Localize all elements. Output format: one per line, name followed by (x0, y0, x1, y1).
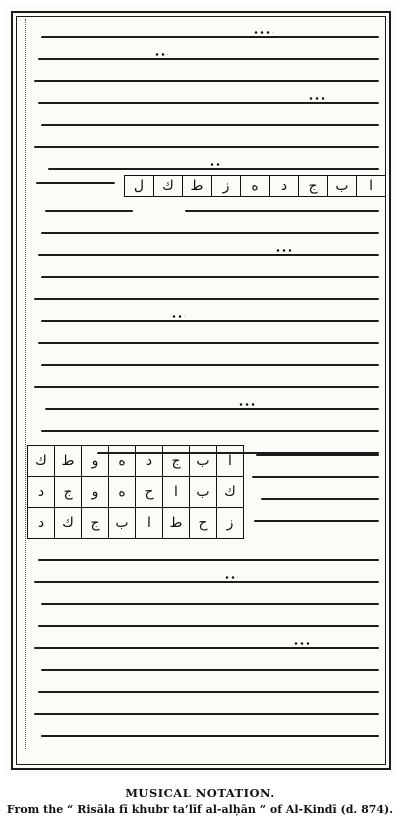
manuscript-line (27, 638, 379, 660)
letter-cell: ز (211, 175, 241, 197)
grid-cell: ج (55, 477, 82, 508)
grid-cell: د (28, 477, 55, 508)
manuscript-line (245, 489, 379, 511)
grid-cell: ا (136, 508, 163, 539)
letter-cell: ب (327, 175, 357, 197)
grid-cell: ب (190, 446, 217, 477)
grid-cell: ج (82, 508, 109, 539)
grid-cell: ح (190, 508, 217, 539)
manuscript-text-beside-sequence (27, 173, 115, 195)
caption-title: MUSICAL NOTATION. (125, 786, 275, 800)
manuscript-text-lower (27, 550, 379, 748)
letter-cell: ا (356, 175, 386, 197)
grid-cell: ط (163, 508, 190, 539)
grid-cell: و (82, 477, 109, 508)
manuscript-page (5, 5, 395, 775)
grid-row (28, 477, 244, 508)
manuscript-line (27, 267, 379, 289)
manuscript-line (245, 445, 379, 467)
manuscript-line (27, 572, 379, 594)
manuscript-line (27, 616, 379, 638)
manuscript-line (27, 71, 379, 93)
manuscript-line (27, 421, 379, 443)
manuscript-text-upper (27, 27, 379, 181)
manuscript-side-note (245, 445, 379, 533)
grid-cell: د (136, 446, 163, 477)
grid-cell: ا (217, 446, 244, 477)
manuscript-line (27, 289, 379, 311)
grid-cell: ك (28, 446, 55, 477)
grid-cell: ا (163, 477, 190, 508)
manuscript-text-middle (27, 201, 379, 465)
grid-cell: ط (55, 446, 82, 477)
grid-cell: ك (217, 477, 244, 508)
manuscript-line (27, 93, 379, 115)
left-margin-rule (15, 19, 26, 749)
manuscript-line (27, 173, 115, 195)
letter-cell: ك (153, 175, 183, 197)
manuscript-line (27, 704, 379, 726)
letter-sequence-row (125, 175, 386, 197)
grid-cell: ك (55, 508, 82, 539)
manuscript-line (27, 682, 379, 704)
grid-row (28, 446, 244, 477)
manuscript-line (27, 550, 379, 572)
manuscript-line (27, 726, 379, 748)
grid-cell: ب (109, 508, 136, 539)
grid-cell: ز (217, 508, 244, 539)
grid-cell: ح (136, 477, 163, 508)
manuscript-line (27, 223, 379, 245)
grid-cell: ه (109, 477, 136, 508)
grid-row (28, 508, 244, 539)
manuscript-line (27, 27, 379, 49)
manuscript-line (27, 377, 379, 399)
grid-cell: ه (109, 446, 136, 477)
letter-cell: ه (240, 175, 270, 197)
letter-cell: ل (124, 175, 154, 197)
letter-cell: ج (298, 175, 328, 197)
manuscript-line (245, 467, 379, 489)
letter-cell: ط (182, 175, 212, 197)
grid-cell: ب (190, 477, 217, 508)
caption-subtitle: From the “ Risāla fī khubr ta’līf al-alḥān ” of Al-Kindī (d. 874). (6, 803, 394, 816)
manuscript-line (27, 201, 379, 223)
manuscript-line (27, 399, 379, 421)
manuscript-line (27, 355, 379, 377)
manuscript-line (27, 311, 379, 333)
manuscript-line (245, 511, 379, 533)
manuscript-line (27, 333, 379, 355)
letter-cell: د (269, 175, 299, 197)
manuscript-line (27, 115, 379, 137)
manuscript-line (27, 137, 379, 159)
grid-cell: ج (163, 446, 190, 477)
manuscript-line (27, 660, 379, 682)
manuscript-line (27, 49, 379, 71)
manuscript-line (27, 245, 379, 267)
manuscript-line (27, 594, 379, 616)
grid-cell: د (28, 508, 55, 539)
notation-grid (27, 445, 244, 539)
grid-cell: و (82, 446, 109, 477)
